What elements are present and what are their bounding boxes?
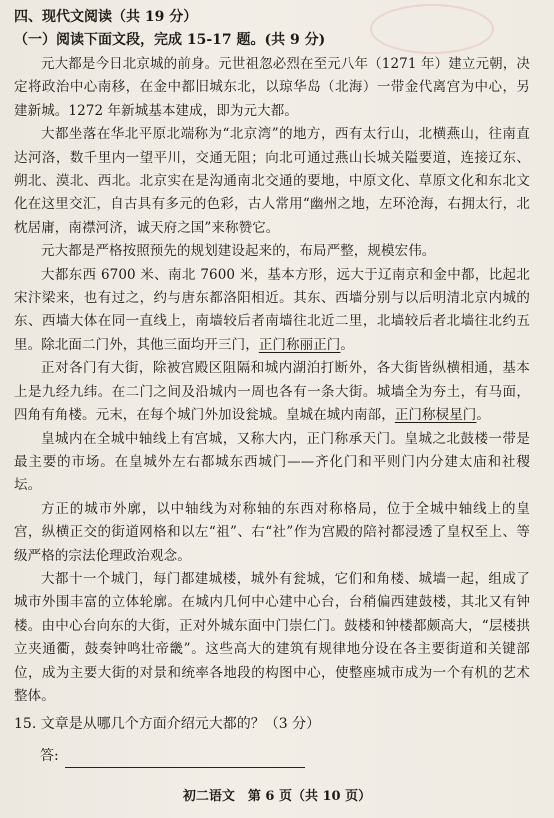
answer-label: 答:: [40, 748, 59, 765]
faint-stamp: [370, 4, 494, 54]
paragraph-5-text: 正对各门有大街，除被宫殿区阻隔和城内湖泊打断外，各大街皆纵横相通，基本上是九经九纬。在二门之间及沿城内一周也各有一条大街。城墙全为夯土，有马面，四角有角楼。元末，在每个城门外加设瓮城。皇城在城内南部，: [14, 360, 530, 424]
part-title: （一）阅读下面文段，完成 15-17 题。(共 9 分): [14, 32, 326, 48]
answer-row: [40, 744, 530, 768]
paragraph-6: 皇城内在全城中轴线上有宫城，又称大内，正门称承天门。皇城之北鼓楼一带是最主要的市场。在皇城外左右都城东西城门——齐化门和平则门内分建太庙和社稷坛。: [14, 430, 530, 494]
paragraph-5-end: 。: [476, 407, 491, 424]
paragraph-3: 元大都是严格按照预先的规划建设起来的，布局严整，规模宏伟。: [41, 243, 436, 260]
paragraph-4: [14, 264, 530, 358]
page-footer: 初二语文 第 6 页（共 10 页）: [182, 789, 372, 804]
underlined-phrase-lingxing: 正门称棂星门: [394, 407, 477, 424]
paragraph-5: [14, 357, 530, 427]
paragraph-1: 元大都是今日北京城的前身。元世祖忽必烈在至元八年（1271 年）建立元朝，决定将政治中心南移，在金中都旧城东北，以琼华岛（北海）一带金代离宫为中心，另建新城。1272 年新城基本建成，即为元大都。: [14, 56, 530, 119]
section-title: 四、现代文阅读（共 19 分）: [14, 9, 198, 25]
answer-line[interactable]: [65, 753, 305, 768]
underlined-phrase-lizheng: 正门称丽正门: [258, 336, 341, 353]
paragraph-4-end: 。: [340, 336, 355, 353]
paragraph-4-text: 大都东西 6700 米、南北 7600 米，基本方形，远大于辽南京和金中都，比起北宋汴梁来，也有过之，约与唐东都洛阳相近。其东、西墙分别与以后明清北京内城的东、西墙大体在同一直线上，南墙较后者南墙往北近二里，北墙较后者北墙往北约五里。除北面二门外，其他三面均开三门，: [14, 266, 530, 353]
question-15: 15. 文章是从哪几个方面介绍元大都的？（3 分）: [14, 716, 321, 733]
paragraph-2: 大都坐落在华北平原北端称为“北京湾”的地方，西有太行山，北横燕山，往南直达河洛，数千里内一望平川，交通无阻；向北可通过燕山长城关隘要道，连接辽东、朔北、漠北、西北。北京实在是沟通南北交通的要地，中原文化、草原文化和东北文化在这里交汇，自古具有多元的色彩，古人常用“幽州之地，左环沧海，右拥太行，北枕居庸，南襟河济，诚天府之国”来称赞它。: [14, 126, 530, 236]
paragraph-8: 大都十一个城门，每门都建城楼，城外有瓮城，它们和角楼、城墙一起，组成了城市外围丰富的立体轮廓。在城内几何中心建中心台，台稍偏西建鼓楼，其北又有钟楼。由中心台向东的大街，正对外城东面中门崇仁门。鼓楼和钟楼都颇高大，“层楼拱立夹通衢，鼓奏钟鸣壮帝畿”。这些高大的建筑有规律地分设在各主要街道和关键部位，成为主要大街的对景和统率各地段的构图中心，使整座城市成为一个有机的艺术整体。: [14, 570, 530, 704]
paragraph-7: 方正的城市外廓，以中轴线为对称轴的东西对称格局，位于全城中轴线上的皇宫，纵横正交的街道网格和以左“祖”、右“社”作为宫殿的陪衬都浸透了皇权至上、等级严格的宗法伦理政治观念。: [14, 500, 530, 564]
